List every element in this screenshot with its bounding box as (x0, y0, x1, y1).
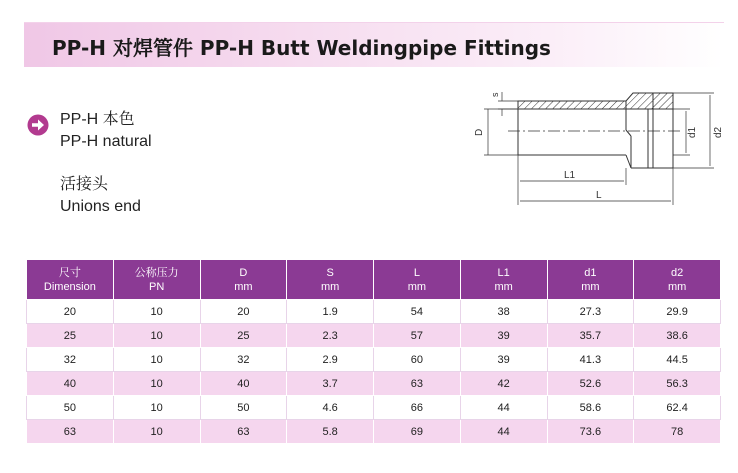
dim-label-d1: d1 (687, 126, 698, 138)
cell: 57 (374, 324, 461, 348)
cell: 35.7 (547, 324, 634, 348)
cell: 10 (113, 420, 200, 444)
cell: 3.7 (287, 372, 374, 396)
cell: 40 (200, 372, 287, 396)
header-dimension: 尺寸 Dimension (27, 260, 114, 300)
variant-label-en: Unions end (60, 198, 141, 215)
dim-label-L1: L1 (564, 170, 576, 181)
fitting-outline (518, 93, 673, 168)
cell: 54 (374, 300, 461, 324)
header-L: L mm (374, 260, 461, 300)
cell: 2.3 (287, 324, 374, 348)
cell: 10 (113, 396, 200, 420)
cell: 66 (374, 396, 461, 420)
fitting-diagram (468, 80, 724, 216)
cell: 60 (374, 348, 461, 372)
cell: 20 (27, 300, 114, 324)
title-banner (24, 22, 724, 67)
cell: 10 (113, 372, 200, 396)
header-L1: L1 mm (460, 260, 547, 300)
header-S: S mm (287, 260, 374, 300)
cell: 1.9 (287, 300, 374, 324)
header-D: D mm (200, 260, 287, 300)
cell: 58.6 (547, 396, 634, 420)
spec-table (26, 259, 721, 444)
material-label-en: PP-H natural (60, 133, 152, 150)
cell: 25 (27, 324, 114, 348)
cell: 29.9 (634, 300, 721, 324)
header-pn: 公称压力 PN (113, 260, 200, 300)
table-row (27, 348, 721, 372)
cell: 44.5 (634, 348, 721, 372)
table-row (27, 300, 721, 324)
cell: 5.8 (287, 420, 374, 444)
cell: 63 (374, 372, 461, 396)
arrow-right-icon (27, 114, 49, 136)
cell: 40 (27, 372, 114, 396)
dim-label-L: L (596, 190, 602, 201)
page-title: PP-H 对焊管件 PP-H Butt Weldingpipe Fittings (52, 36, 551, 60)
dim-label-s: s (490, 92, 500, 97)
cell: 2.9 (287, 348, 374, 372)
cell: 32 (200, 348, 287, 372)
cell: 38.6 (634, 324, 721, 348)
cell: 56.3 (634, 372, 721, 396)
cell: 10 (113, 300, 200, 324)
cell: 25 (200, 324, 287, 348)
cell: 41.3 (547, 348, 634, 372)
cell: 63 (200, 420, 287, 444)
dim-label-d2: d2 (713, 126, 724, 138)
table-header-row (27, 260, 721, 300)
cell: 73.6 (547, 420, 634, 444)
cell: 10 (113, 324, 200, 348)
cell: 39 (460, 348, 547, 372)
cell: 50 (200, 396, 287, 420)
table-row (27, 420, 721, 444)
cell: 69 (374, 420, 461, 444)
cell: 32 (27, 348, 114, 372)
table-row (27, 372, 721, 396)
cell: 27.3 (547, 300, 634, 324)
dim-label-D: D (474, 128, 485, 136)
material-label: PP-H 本色 (60, 111, 135, 128)
header-d1: d1 mm (547, 260, 634, 300)
cell: 38 (460, 300, 547, 324)
cell: 39 (460, 324, 547, 348)
cell: 10 (113, 348, 200, 372)
cell: 44 (460, 420, 547, 444)
table-row (27, 324, 721, 348)
cell: 52.6 (547, 372, 634, 396)
variant-label: 活接头 (60, 176, 109, 193)
cell: 42 (460, 372, 547, 396)
cell: 63 (27, 420, 114, 444)
cell: 78 (634, 420, 721, 444)
cell: 4.6 (287, 396, 374, 420)
cell: 62.4 (634, 396, 721, 420)
header-d2: d2 mm (634, 260, 721, 300)
table-row (27, 396, 721, 420)
cell: 50 (27, 396, 114, 420)
cell: 20 (200, 300, 287, 324)
cell: 44 (460, 396, 547, 420)
